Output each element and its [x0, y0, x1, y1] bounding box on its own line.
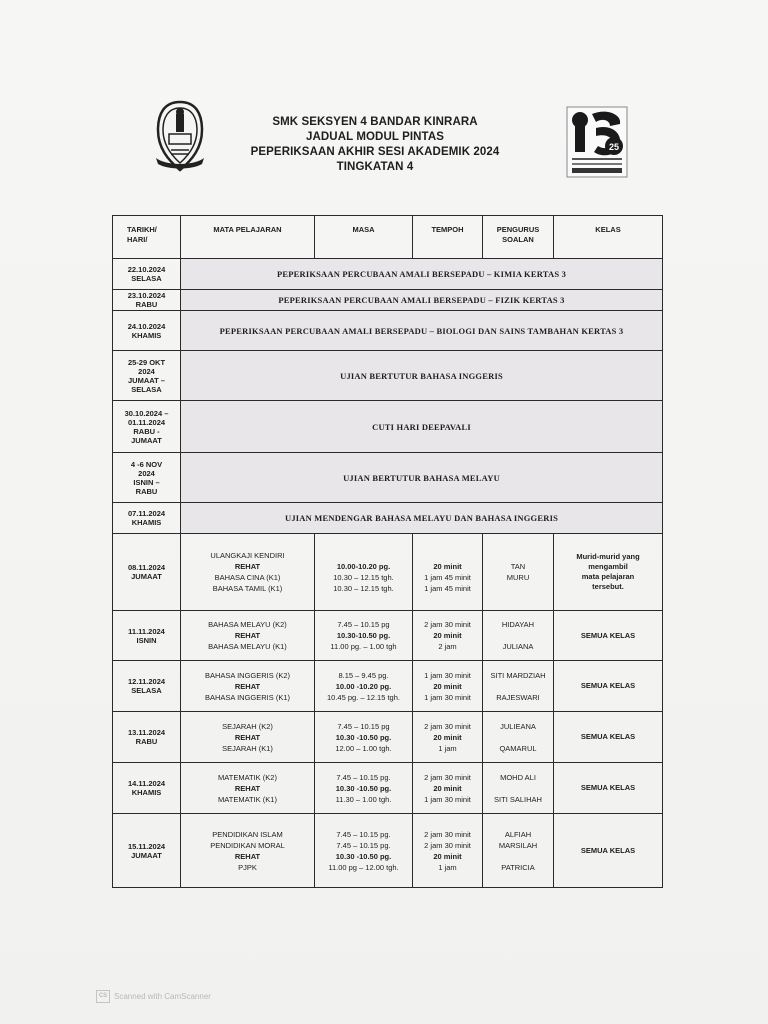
masa-item: 7.45 – 10.15 pg.: [336, 829, 391, 839]
tempoh-item: 2 jam 30 minit: [424, 840, 471, 850]
table-row: [113, 503, 663, 534]
event-cell: UJIAN MENDENGAR BAHASA MELAYU DAN BAHASA INGGERIS: [181, 503, 663, 534]
tempoh-item: 2 jam 30 minit: [424, 772, 471, 782]
subject-item: ULANGKAJI KENDIRI: [210, 551, 285, 560]
subject-item: BAHASA CINA (K1): [214, 573, 281, 582]
kelas-cell: SEMUA KELAS: [554, 712, 663, 763]
kelas-cell: SEMUA KELAS: [554, 763, 663, 814]
col-header-tarikh: TARIKH/ HARI/: [113, 216, 181, 259]
subjects-cell: [181, 661, 315, 712]
subject-item: BAHASA MELAYU (K1): [208, 642, 287, 651]
tempoh-item: 2 jam 30 minit: [424, 829, 471, 839]
date-cell: 25-29 OKT 2024 JUMAAT – SELASA: [113, 351, 181, 401]
school-name: SMK SEKSYEN 4 BANDAR KINRARA: [272, 116, 478, 128]
tempoh-cell: [413, 534, 483, 611]
subject-item: SEJARAH (K1): [222, 743, 273, 753]
tempoh-item: 20 minit: [433, 783, 462, 793]
tempoh-item: 2 jam 30 minit: [424, 620, 471, 629]
tempoh-cell: [413, 712, 483, 763]
subject-item: REHAT: [234, 562, 261, 571]
tempoh-item: 1 jam 30 minit: [424, 670, 471, 680]
table-row: [113, 712, 663, 763]
date-cell: 14.11.2024 KHAMIS: [113, 763, 181, 814]
masa-item: 10.30 – 12.15 tgh.: [333, 573, 394, 582]
masa-item: 11.00 pg. – 1.00 tgh: [330, 642, 397, 651]
col-header-kelas: KELAS: [554, 216, 663, 259]
subject-item: PENDIDIKAN ISLAM: [212, 829, 283, 839]
masa-item: 12.00 – 1.00 tgh.: [335, 743, 392, 753]
masa-item: [315, 550, 412, 561]
kelas-cell: SEMUA KELAS: [554, 814, 663, 888]
exam-schedule-table: [112, 215, 663, 888]
masa-item: 10.00 -10.20 pg.: [335, 681, 392, 691]
table-row: [113, 401, 663, 453]
school-crest-icon: [154, 100, 206, 174]
masa-item: 7.45 – 10.15 pg.: [336, 840, 391, 850]
masa-item: 10.30 -10.50 pg.: [335, 732, 392, 742]
date-cell: 12.11.2024 SELASA: [113, 661, 181, 712]
subject-item: BAHASA INGGERIS (K1): [204, 692, 291, 702]
subject-item: BAHASA INGGERIS (K2): [204, 670, 291, 680]
subjects-cell: [181, 712, 315, 763]
event-cell: PEPERIKSAAN PERCUBAAN AMALI BERSEPADU – FIZIK KERTAS 3: [181, 290, 663, 311]
tempoh-item: 20 minit: [433, 851, 462, 861]
pengurus-cell: HIDAYAH JULIANA: [483, 611, 554, 661]
scanner-watermark: [96, 990, 211, 1003]
pengurus-cell: ALFIAH MARSILAH PATRICIA: [483, 814, 554, 888]
tempoh-item: 2 jam: [438, 642, 457, 651]
masa-item: 10.30 -10.50 pg.: [335, 783, 392, 793]
date-cell: 30.10.2024 – 01.11.2024 RABU - JUMAAT: [113, 401, 181, 453]
masa-cell: [315, 814, 413, 888]
table-row: [113, 534, 663, 611]
col-header-pengurus-soalan: PENGURUS SOALAN: [483, 216, 554, 259]
table-row: [113, 814, 663, 888]
table-row: [113, 453, 663, 503]
masa-item: 10.30-10.50 pg.: [336, 631, 391, 640]
masa-item: 7.45 – 10.15 pg: [337, 620, 390, 629]
watermark-text: Scanned with CamScanner: [114, 992, 211, 1001]
logo-number: 25: [608, 142, 620, 152]
subjects-cell: [181, 534, 315, 611]
masa-item: 10.30 -10.50 pg.: [335, 851, 392, 861]
masa-item: 11.00 pg – 12.00 tgh.: [328, 862, 399, 872]
masa-item: 10.30 – 12.15 tgh.: [333, 584, 394, 593]
form-level: TINGKATAN 4: [336, 161, 414, 173]
subjects-cell: [181, 763, 315, 814]
masa-cell: [315, 712, 413, 763]
kelas-cell: SEMUA KELAS: [554, 611, 663, 661]
subject-item: SEJARAH (K2): [222, 721, 273, 731]
event-cell: UJIAN BERTUTUR BAHASA MELAYU: [181, 453, 663, 503]
masa-cell: [315, 763, 413, 814]
pengurus-cell: TAN MURU: [483, 534, 554, 611]
tempoh-item: 20 minit: [433, 562, 462, 571]
date-cell: 13.11.2024 RABU: [113, 712, 181, 763]
document-header: [250, 115, 500, 175]
subjects-cell: [181, 814, 315, 888]
col-header-masa: MASA: [315, 216, 413, 259]
kelas-cell: SEMUA KELAS: [554, 661, 663, 712]
col-header-tempoh: TEMPOH: [413, 216, 483, 259]
event-cell: CUTI HARI DEEPAVALI: [181, 401, 663, 453]
masa-item: 7.45 – 10.15 pg: [337, 721, 390, 731]
masa-item: 11.30 – 1.00 tgh.: [335, 794, 392, 804]
tempoh-item: 1 jam 45 minit: [424, 584, 471, 593]
subject-item: REHAT: [234, 732, 261, 742]
event-cell: UJIAN BERTUTUR BAHASA INGGERIS: [181, 351, 663, 401]
tempoh-item: 1 jam 30 minit: [424, 794, 471, 804]
subject-item: REHAT: [234, 631, 261, 640]
subject-item: REHAT: [234, 851, 261, 861]
tempoh-item: 1 jam 30 minit: [424, 692, 471, 702]
event-cell: PEPERIKSAAN PERCUBAAN AMALI BERSEPADU – BIOLOGI DAN SAINS TAMBAHAN KERTAS 3: [181, 311, 663, 351]
anniversary-logo-icon: [566, 106, 628, 178]
subject-item: PENDIDIKAN MORAL: [210, 840, 285, 850]
subject-item: PJPK: [238, 862, 257, 872]
date-cell: 4 -6 NOV 2024 ISNIN – RABU: [113, 453, 181, 503]
camscanner-icon: CS: [96, 990, 110, 1003]
tempoh-cell: [413, 814, 483, 888]
document-title: JADUAL MODUL PINTAS: [306, 131, 444, 143]
subject-item: MATEMATIK (K2): [218, 772, 277, 782]
subject-item: REHAT: [234, 783, 261, 793]
date-cell: 15.11.2024 JUMAAT: [113, 814, 181, 888]
subject-item: REHAT: [234, 681, 261, 691]
table-row: [113, 763, 663, 814]
tempoh-item: 1 jam 45 minit: [424, 573, 471, 582]
tempoh-cell: [413, 611, 483, 661]
table-row: [113, 351, 663, 401]
masa-item: 10.00-10.20 pg.: [336, 562, 391, 571]
pengurus-cell: JULIEANA QAMARUL: [483, 712, 554, 763]
table-row: [113, 311, 663, 351]
tempoh-item: 20 minit: [433, 681, 462, 691]
pengurus-cell: SITI MARDZIAH RAJESWARI: [483, 661, 554, 712]
table-row: [113, 259, 663, 290]
table-header-row: [113, 216, 663, 259]
kelas-cell: Murid-murid yang mengambil mata pelajaran tersebut.: [554, 534, 663, 611]
tempoh-item: 1 jam: [438, 862, 457, 872]
masa-cell: [315, 611, 413, 661]
exam-title: PEPERIKSAAN AKHIR SESI AKADEMIK 2024: [250, 146, 500, 158]
tempoh-item: 2 jam 30 minit: [424, 721, 471, 731]
date-cell: 08.11.2024 JUMAAT: [113, 534, 181, 611]
event-cell: PEPERIKSAAN PERCUBAAN AMALI BERSEPADU – KIMIA KERTAS 3: [181, 259, 663, 290]
date-cell: 07.11.2024 KHAMIS: [113, 503, 181, 534]
masa-cell: [315, 534, 413, 611]
masa-item: 7.45 – 10.15 pg.: [336, 772, 391, 782]
table-row: [113, 290, 663, 311]
masa-item: 8.15 – 9.45 pg.: [338, 670, 389, 680]
masa-item: 10.45 pg. – 12.15 tgh.: [327, 692, 400, 702]
date-cell: 24.10.2024 KHAMIS: [113, 311, 181, 351]
col-header-mata-pelajaran: MATA PELAJARAN: [181, 216, 315, 259]
tempoh-item: 20 minit: [433, 732, 462, 742]
tempoh-cell: [413, 661, 483, 712]
date-cell: 11.11.2024 ISNIN: [113, 611, 181, 661]
subject-item: BAHASA MELAYU (K2): [208, 620, 287, 629]
date-cell: 22.10.2024 SELASA: [113, 259, 181, 290]
table-row: [113, 611, 663, 661]
subjects-cell: [181, 611, 315, 661]
date-cell: 23.10.2024 RABU: [113, 290, 181, 311]
subject-item: BAHASA TAMIL (K1): [212, 584, 283, 593]
subject-item: MATEMATIK (K1): [218, 794, 277, 804]
table-row: [113, 661, 663, 712]
tempoh-item: 20 minit: [433, 631, 462, 640]
tempoh-item: 1 jam: [438, 743, 457, 753]
tempoh-item: [413, 550, 482, 561]
tempoh-cell: [413, 763, 483, 814]
pengurus-cell: MOHD ALI SITI SALIHAH: [483, 763, 554, 814]
masa-cell: [315, 661, 413, 712]
